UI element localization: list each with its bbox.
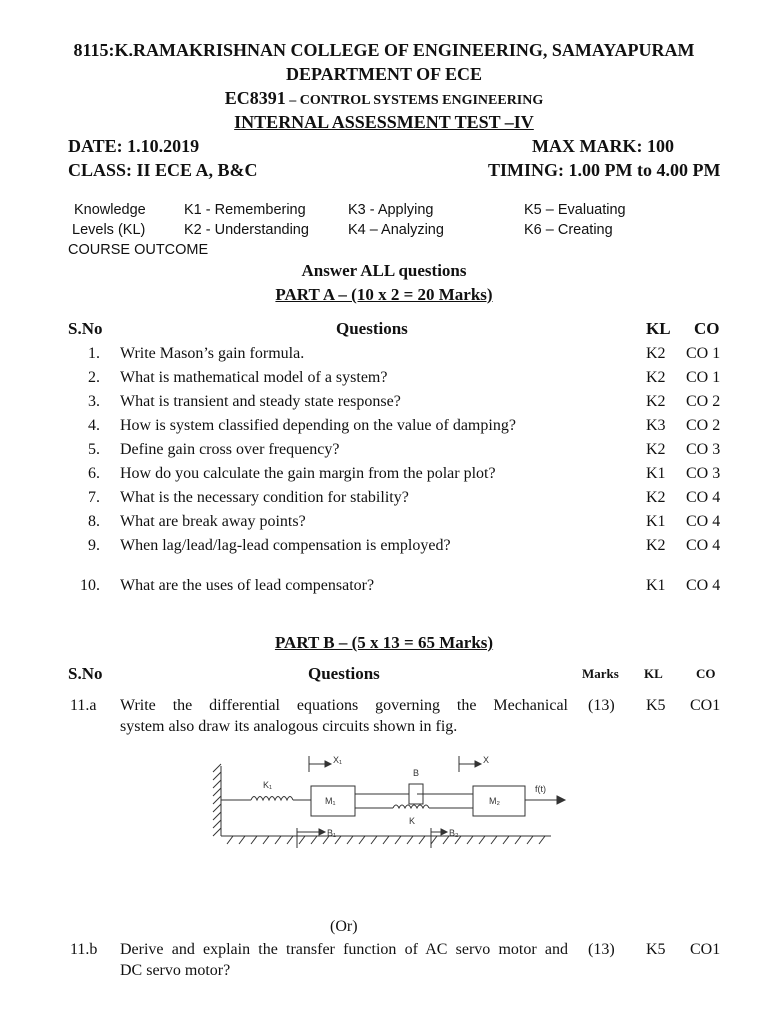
table-row-continuation: DC servo motor? [120, 962, 231, 979]
legend-k5: K5 – Evaluating [524, 202, 626, 218]
test-name: INTERNAL ASSESSMENT TEST –IV [234, 112, 534, 132]
header-marks: Marks [582, 666, 619, 681]
table-row: 5. Define gain cross over frequency? K2 CO 3 [88, 441, 721, 458]
table-row: 9. When lag/lead/lag-lead compensation is employed? K2 CO 4 [88, 537, 721, 554]
table-row: 10. What are the uses of lead compensator? K1 CO 4 [80, 577, 721, 594]
legend-levels: Levels (KL) [72, 222, 146, 238]
label-m1: M₁ [325, 796, 336, 806]
part-a-title: PART A – (10 x 2 = 20 Marks) [275, 285, 493, 304]
legend-k2: K2 - Understanding [184, 222, 309, 238]
spring-k1 [251, 797, 293, 801]
spring-k [393, 805, 429, 808]
max-mark: MAX MARK: 100 [532, 136, 674, 156]
label-k1: K₁ [263, 780, 273, 790]
table-row: 1. Write Mason’s gain formula. K2 CO 1 [88, 345, 721, 362]
table-row: 7. What is the necessary condition for stability? K2 CO 4 [88, 489, 721, 506]
legend-k6: K6 – Creating [524, 222, 613, 238]
header-co: CO [694, 319, 720, 338]
college-name: 8115:K.RAMAKRISHNAN COLLEGE OF ENGINEERING, SAMAYAPURAM [73, 40, 695, 60]
wall-hatch [213, 764, 221, 836]
part-b-title: PART B – (5 x 13 = 65 Marks) [274, 633, 494, 652]
legend-course-outcome: COURSE OUTCOME [68, 242, 209, 258]
legend-k1: K1 - Remembering [184, 202, 306, 218]
legend-k4: K4 – Analyzing [348, 222, 444, 238]
department-name: DEPARTMENT OF ECE [285, 64, 483, 84]
table-row: 11.a Write the differential equations governing the Mechanical (13) K5 CO1 [70, 697, 721, 714]
exam-date: DATE: 1.10.2019 [68, 136, 200, 156]
table-row: 2. What is mathematical model of a system? K2 CO 1 [88, 369, 721, 386]
label-k: K [409, 816, 416, 826]
table-row: 6. How do you calculate the gain margin from the polar plot? K1 CO 3 [88, 465, 721, 482]
table-row: 4. How is system classified depending on the value of damping? K3 CO 2 [88, 417, 721, 434]
label-x1: X₁ [333, 755, 343, 765]
part-b-header [0, 664, 768, 688]
legend-k3: K3 - Applying [348, 202, 434, 218]
instructions: Answer ALL questions [301, 261, 467, 280]
table-row: 3. What is transient and steady state response? K2 CO 2 [88, 393, 721, 410]
ground-hatch [227, 836, 545, 844]
header-sno: S.No [68, 664, 103, 683]
header-co: CO [696, 666, 716, 681]
header-questions: Questions [336, 319, 408, 338]
table-row: 11.b Derive and explain the transfer function of AC servo motor and (13) K5 CO1 [70, 941, 721, 958]
legend-knowledge: Knowledge [74, 202, 146, 218]
course-code: EC8391 [224, 88, 286, 108]
header-kl: KL [644, 666, 663, 681]
course-name: – CONTROL SYSTEMS ENGINEERING [285, 93, 544, 108]
class-info: CLASS: II ECE A, B&C [68, 160, 258, 180]
course-title [0, 88, 768, 109]
mechanical-system-figure [205, 748, 585, 858]
label-b1: B₁ [327, 828, 337, 838]
part-a-header [0, 319, 768, 343]
label-b: B [413, 768, 420, 778]
header-kl: KL [646, 319, 671, 338]
table-row-continuation: system also draw its analogous circuits shown in fig. [120, 718, 458, 735]
exam-timing: TIMING: 1.00 PM to 4.00 PM [488, 160, 721, 180]
label-m2: M₂ [489, 796, 500, 806]
label-force: f(t) [535, 784, 546, 794]
header-sno: S.No [68, 319, 103, 338]
or-separator: (Or) [330, 918, 358, 935]
label-x: X [483, 755, 490, 765]
table-row: 8. What are break away points? K1 CO 4 [88, 513, 721, 530]
label-b2: B₂ [449, 828, 459, 838]
header-questions: Questions [308, 664, 380, 683]
